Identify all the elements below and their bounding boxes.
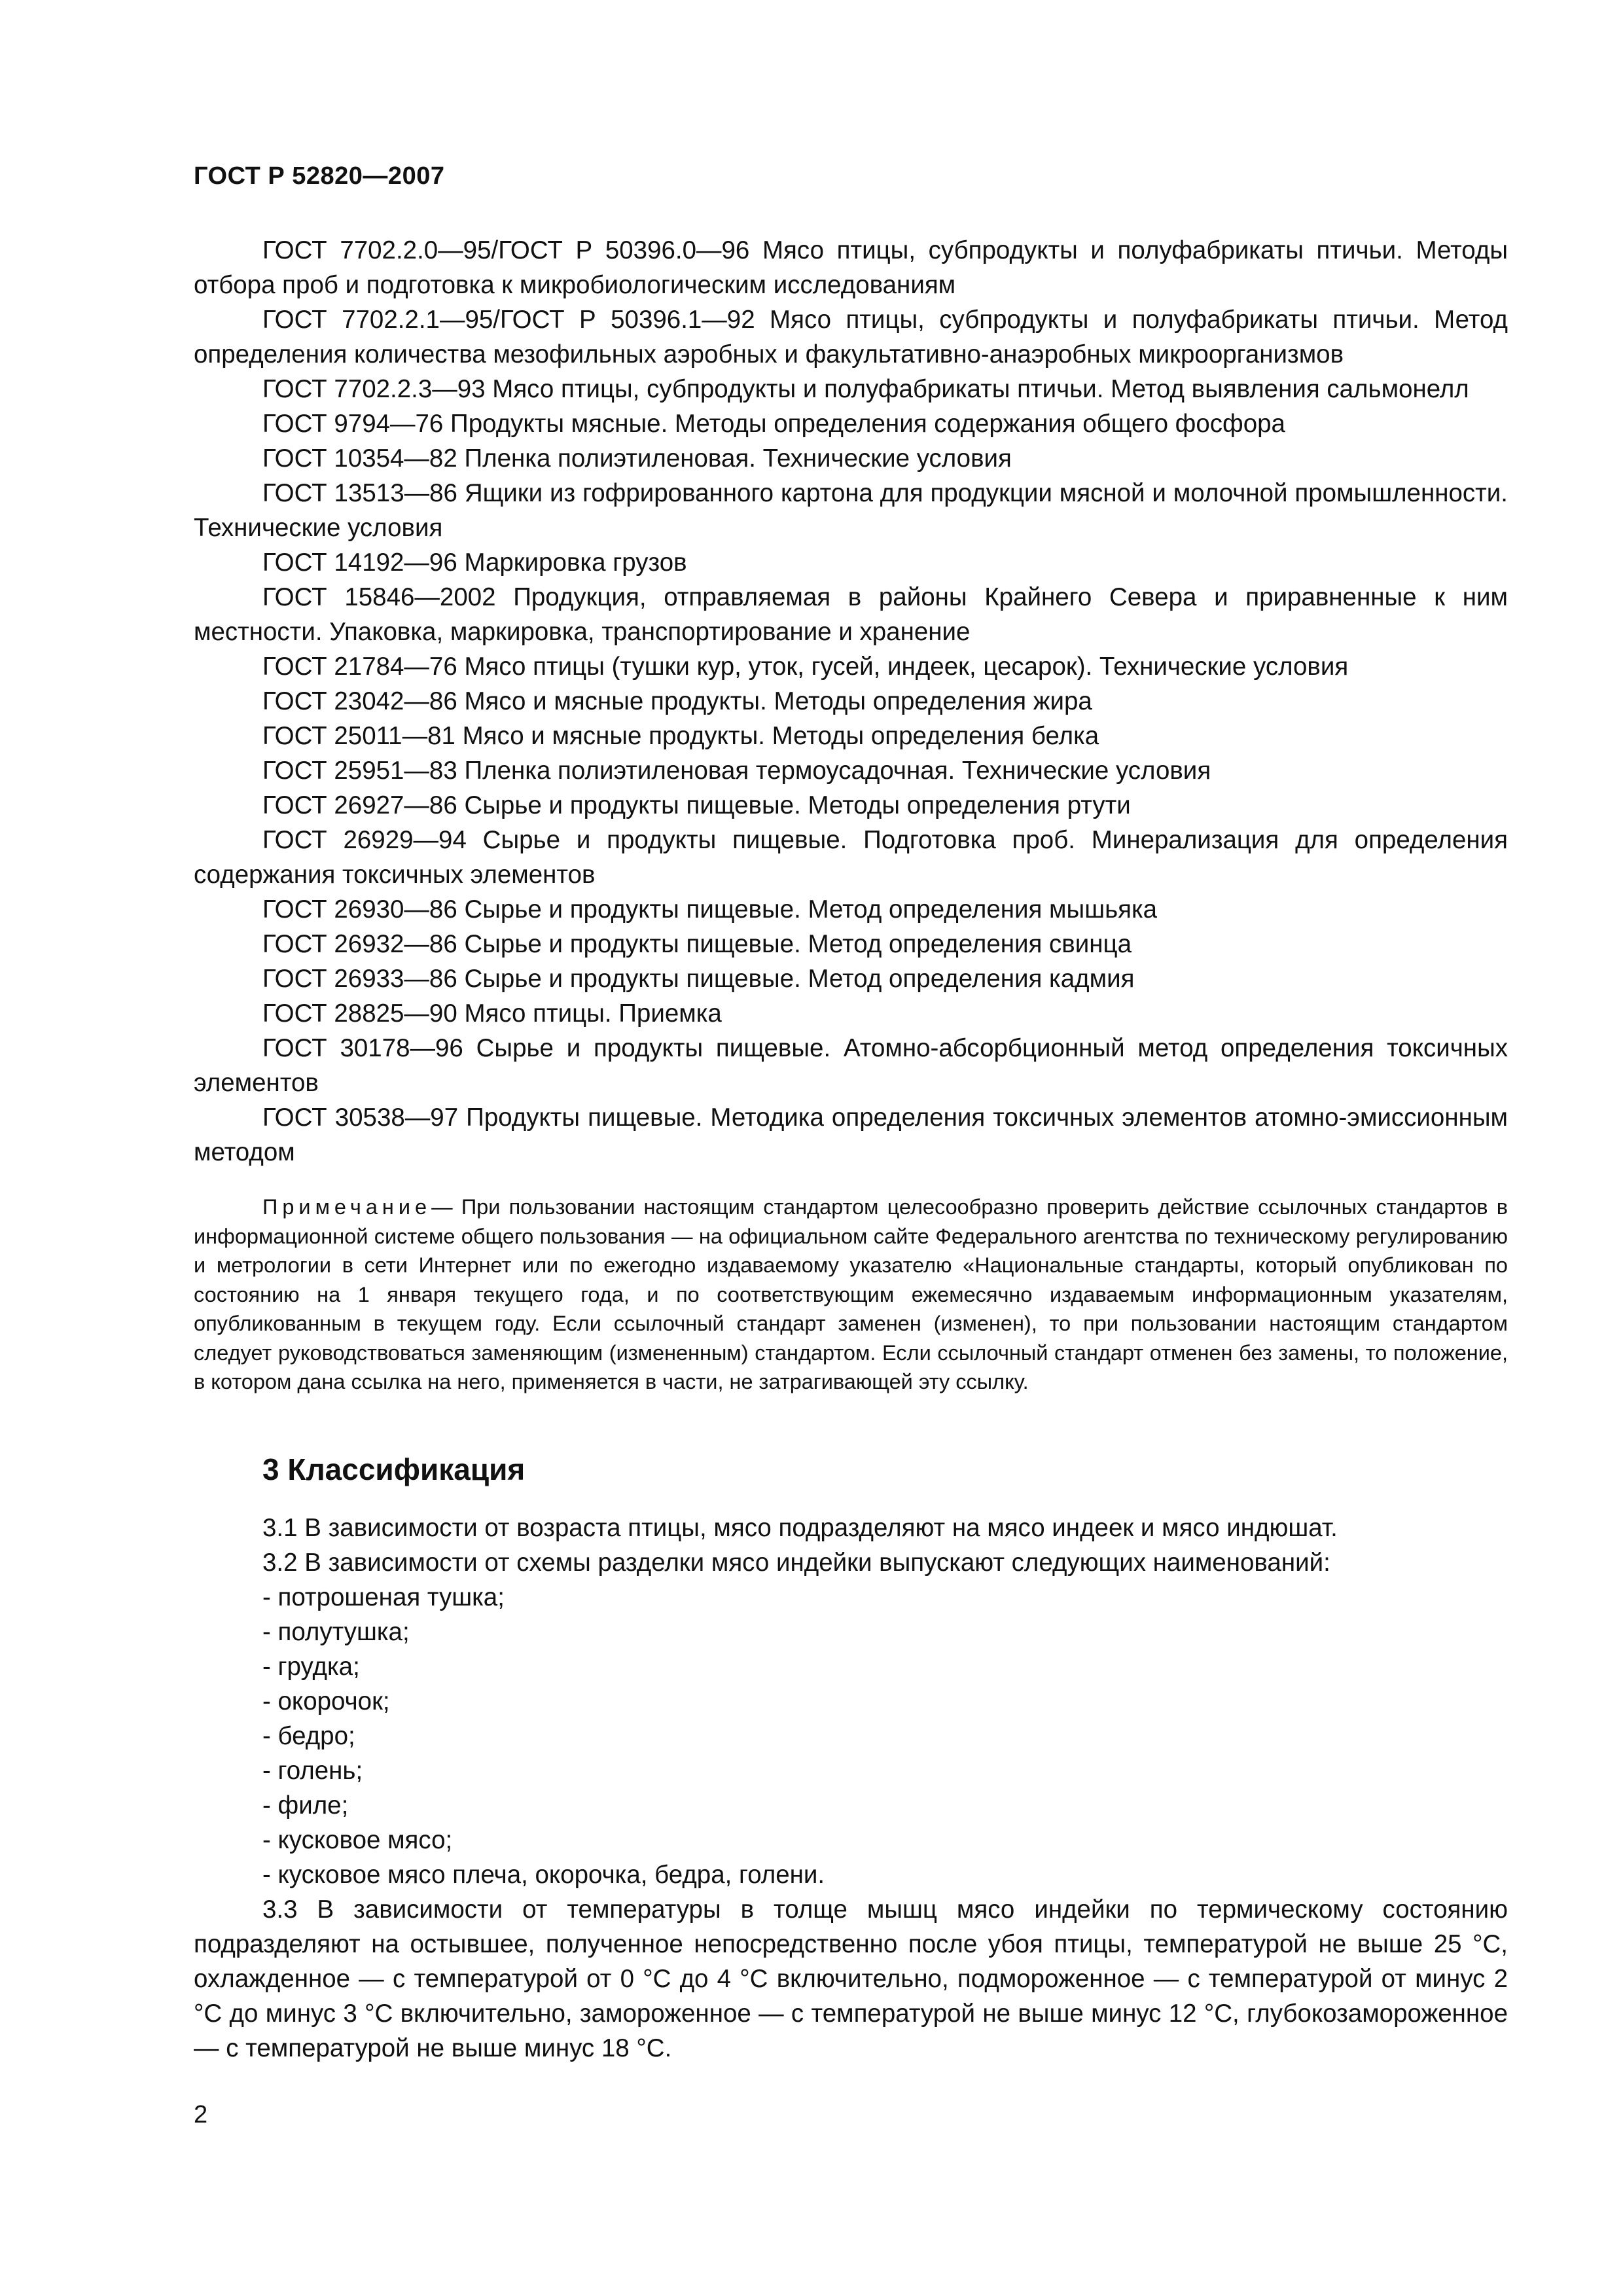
reference-item: ГОСТ 25951—83 Пленка полиэтиленовая термоусадочная. Технические условия (262, 757, 1211, 785)
reference-item: ГОСТ 7702.2.3—93 Мясо птицы, субпродукты и полуфабрикаты птичьи. Метод выявления сальмонелл (262, 375, 1469, 403)
reference-item: ГОСТ 10354—82 Пленка полиэтиленовая. Технические условия (262, 444, 1012, 473)
cut-types-list (194, 1580, 1508, 1892)
reference-item: ГОСТ 23042—86 Мясо и мясные продукты. Методы определения жира (262, 687, 1092, 715)
reference-item: ГОСТ 7702.2.0—95/ГОСТ Р 50396.0—96 Мясо птицы, субпродукты и полуфабрикаты птичьи. Методы отбора проб и подготовка к микробиологическим исследованиям (194, 236, 1508, 299)
list-item: - голень; (262, 1757, 363, 1785)
section-title: 3 Классификация (262, 1452, 526, 1486)
classification-section (194, 1511, 1508, 2066)
reference-item: ГОСТ 13513—86 Ящики из гофрированного картона для продукции мясной и молочной промышленности. Технические условия (194, 479, 1508, 542)
reference-item: ГОСТ 15846—2002 Продукция, отправляемая в районы Крайнего Севера и приравненные к ним местности. Упаковка, маркировка, транспортирование и хранение (194, 583, 1508, 646)
paragraph-3-3: 3.3 В зависимости от температуры в толще мышц мясо индейки по термическому состоянию подразделяют на остывшее, полученное непосредственно после убоя птицы, температурой не выше 25 °С, охлажденное — с температурой от 0 °С до 4 °С включительно, подмороженное — с температурой от минус 2 °С до минус 3 °С включительно, замороженное — с температурой не выше минус 12 °С, глубокозамороженное — с температурой не выше минус 18 °С. (194, 1895, 1508, 2062)
reference-item: ГОСТ 9794—76 Продукты мясные. Методы определения содержания общего фосфора (262, 410, 1285, 438)
paragraph-3-1: 3.1 В зависимости от возраста птицы, мясо подразделяют на мясо индеек и мясо индюшат. (262, 1514, 1338, 1542)
list-item: - кусковое мясо; (262, 1826, 453, 1854)
list-item: - кусковое мясо плеча, окорочка, бедра, голени. (262, 1861, 825, 1889)
reference-item: ГОСТ 14192—96 Маркировка грузов (262, 548, 687, 577)
normative-references (194, 233, 1508, 1170)
list-item: - потрошеная тушка; (262, 1583, 505, 1611)
reference-item: ГОСТ 30178—96 Сырье и продукты пищевые. Атомно-абсорбционный метод определения токсичных элементов (194, 1034, 1508, 1097)
note (194, 1193, 1508, 1397)
reference-item: ГОСТ 21784—76 Мясо птицы (тушки кур, уток, гусей, индеек, цесарок). Технические условия (262, 653, 1349, 681)
reference-item: ГОСТ 7702.2.1—95/ГОСТ Р 50396.1—92 Мясо птицы, субпродукты и полуфабрикаты птичьи. Метод определения количества мезофильных аэробных и факультативно-анаэробных микроорганизмов (194, 306, 1508, 368)
paragraph-3-2: 3.2 В зависимости от схемы разделки мясо индейки выпускают следующих наименований: (262, 1549, 1330, 1577)
list-item: - филе; (262, 1791, 349, 1820)
note-label: Примечание (262, 1195, 432, 1219)
note-text: — При пользовании настоящим стандартом целесообразно проверить действие ссылочных стандартов в информационной системе общего пользования — на официальном сайте Федерального агентства по техническому регулированию и метрологии в сети Интернет или по ежегодно издаваемому указателю «Национальные стандарты, который опубликован по состоянию на 1 января текущего года, и по соответствующим ежемесячно издаваемым информационным указателям, опубликованным в текущем году. Если ссылочный стандарт заменен (изменен), то при пользовании настоящим стандартом следует руководствоваться заменяющим (измененным) стандартом. Если ссылочный стандарт отменен без замены, то положение, в котором дана ссылка на него, применяется в части, не затрагивающей эту ссылку. (194, 1195, 1508, 1393)
reference-item: ГОСТ 26930—86 Сырье и продукты пищевые. Метод определения мышьяка (262, 895, 1158, 924)
document-header: ГОСТ Р 52820—2007 (194, 162, 445, 190)
page-number: 2 (194, 2101, 208, 2128)
reference-item: ГОСТ 30538—97 Продукты пищевые. Методика определения токсичных элементов атомно-эмиссионным методом (194, 1103, 1508, 1166)
reference-item: ГОСТ 25011—81 Мясо и мясные продукты. Методы определения белка (262, 722, 1099, 750)
reference-item: ГОСТ 28825—90 Мясо птицы. Приемка (262, 999, 722, 1028)
reference-item: ГОСТ 26927—86 Сырье и продукты пищевые. Методы определения ртути (262, 791, 1131, 819)
reference-item: ГОСТ 26932—86 Сырье и продукты пищевые. Метод определения свинца (262, 930, 1132, 958)
reference-item: ГОСТ 26933—86 Сырье и продукты пищевые. Метод определения кадмия (262, 965, 1135, 993)
list-item: - полутушка; (262, 1618, 410, 1646)
list-item: - бедро; (262, 1722, 355, 1750)
list-item: - окорочок; (262, 1687, 390, 1715)
reference-item: ГОСТ 26929—94 Сырье и продукты пищевые. Подготовка проб. Минерализация для определения содержания токсичных элементов (194, 826, 1508, 889)
list-item: - грудка; (262, 1653, 360, 1681)
